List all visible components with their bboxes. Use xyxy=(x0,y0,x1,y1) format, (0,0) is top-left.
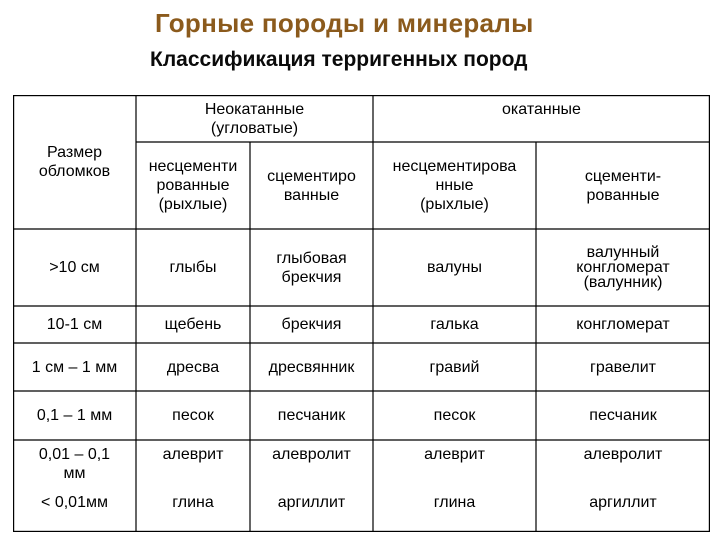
row-angular-cemented-cell: глыбовая брекчия xyxy=(276,249,347,286)
row-angular-loose-cell: глыбы xyxy=(169,259,217,276)
row-size-cell: 1 см – 1 мм xyxy=(31,358,118,376)
classification-table xyxy=(13,95,710,532)
header-rounded-loose: несцементирова нные (рыхлые) xyxy=(392,158,517,213)
row-rounded-cemented-cell: конгломерат xyxy=(576,316,670,333)
row-rounded-loose-cell: песок xyxy=(433,407,476,424)
row-size-cell: 10-1 см xyxy=(46,316,103,333)
header-angular-cemented: сцементиро ванные xyxy=(267,167,356,204)
row-size-cell: < 0,01мм xyxy=(41,493,108,511)
row-angular-loose-cell: глина xyxy=(172,493,214,511)
row-angular-cemented-cell: аргиллит xyxy=(277,493,346,511)
row-angular-cemented-cell: песчаник xyxy=(277,407,346,424)
row-rounded-loose-cell: галька xyxy=(430,316,479,333)
page-title: Горные породы и минералы xyxy=(155,8,534,38)
row-rounded-loose-cell: гравий xyxy=(429,358,480,376)
row-rounded-cemented-cell: аргиллит xyxy=(589,493,657,511)
row-angular-loose-cell: щебень xyxy=(164,316,222,333)
row-rounded-loose-cell: алеврит xyxy=(424,445,485,463)
row-angular-cemented-cell: брекчия xyxy=(281,316,342,333)
row-rounded-loose-cell: глина xyxy=(433,493,476,511)
row-rounded-cemented-cell: песчаник xyxy=(589,407,657,424)
row-rounded-cemented-cell: алевролит xyxy=(583,445,663,463)
header-rounded-cemented: сцементи- рованные xyxy=(584,167,662,204)
row-angular-loose-cell: алеврит xyxy=(162,445,224,463)
row-rounded-loose-cell: валуны xyxy=(427,259,482,276)
row-angular-loose-cell: песок xyxy=(172,407,214,424)
row-angular-cemented-cell: алевролит xyxy=(272,445,351,463)
row-angular-cemented-cell: дресвянник xyxy=(268,358,355,376)
row-size-cell: 0,01 – 0,1 мм xyxy=(38,446,111,482)
page-subtitle: Классификация терригенных пород xyxy=(150,48,528,71)
row-size-cell: 0,1 – 1 мм xyxy=(36,407,113,424)
row-rounded-cemented-cell: валунный конгломерат (валунник) xyxy=(576,244,670,291)
row-size-cell: >10 см xyxy=(49,259,100,276)
header-size: Размер обломков xyxy=(38,144,111,180)
header-rounded: окатанные xyxy=(502,100,581,118)
row-rounded-cemented-cell: гравелит xyxy=(590,358,656,376)
row-angular-loose-cell: дресва xyxy=(166,358,220,376)
header-angular-loose: несцементи рованные (рыхлые) xyxy=(148,158,238,213)
header-angular: Неокатанные (угловатые) xyxy=(204,100,305,137)
